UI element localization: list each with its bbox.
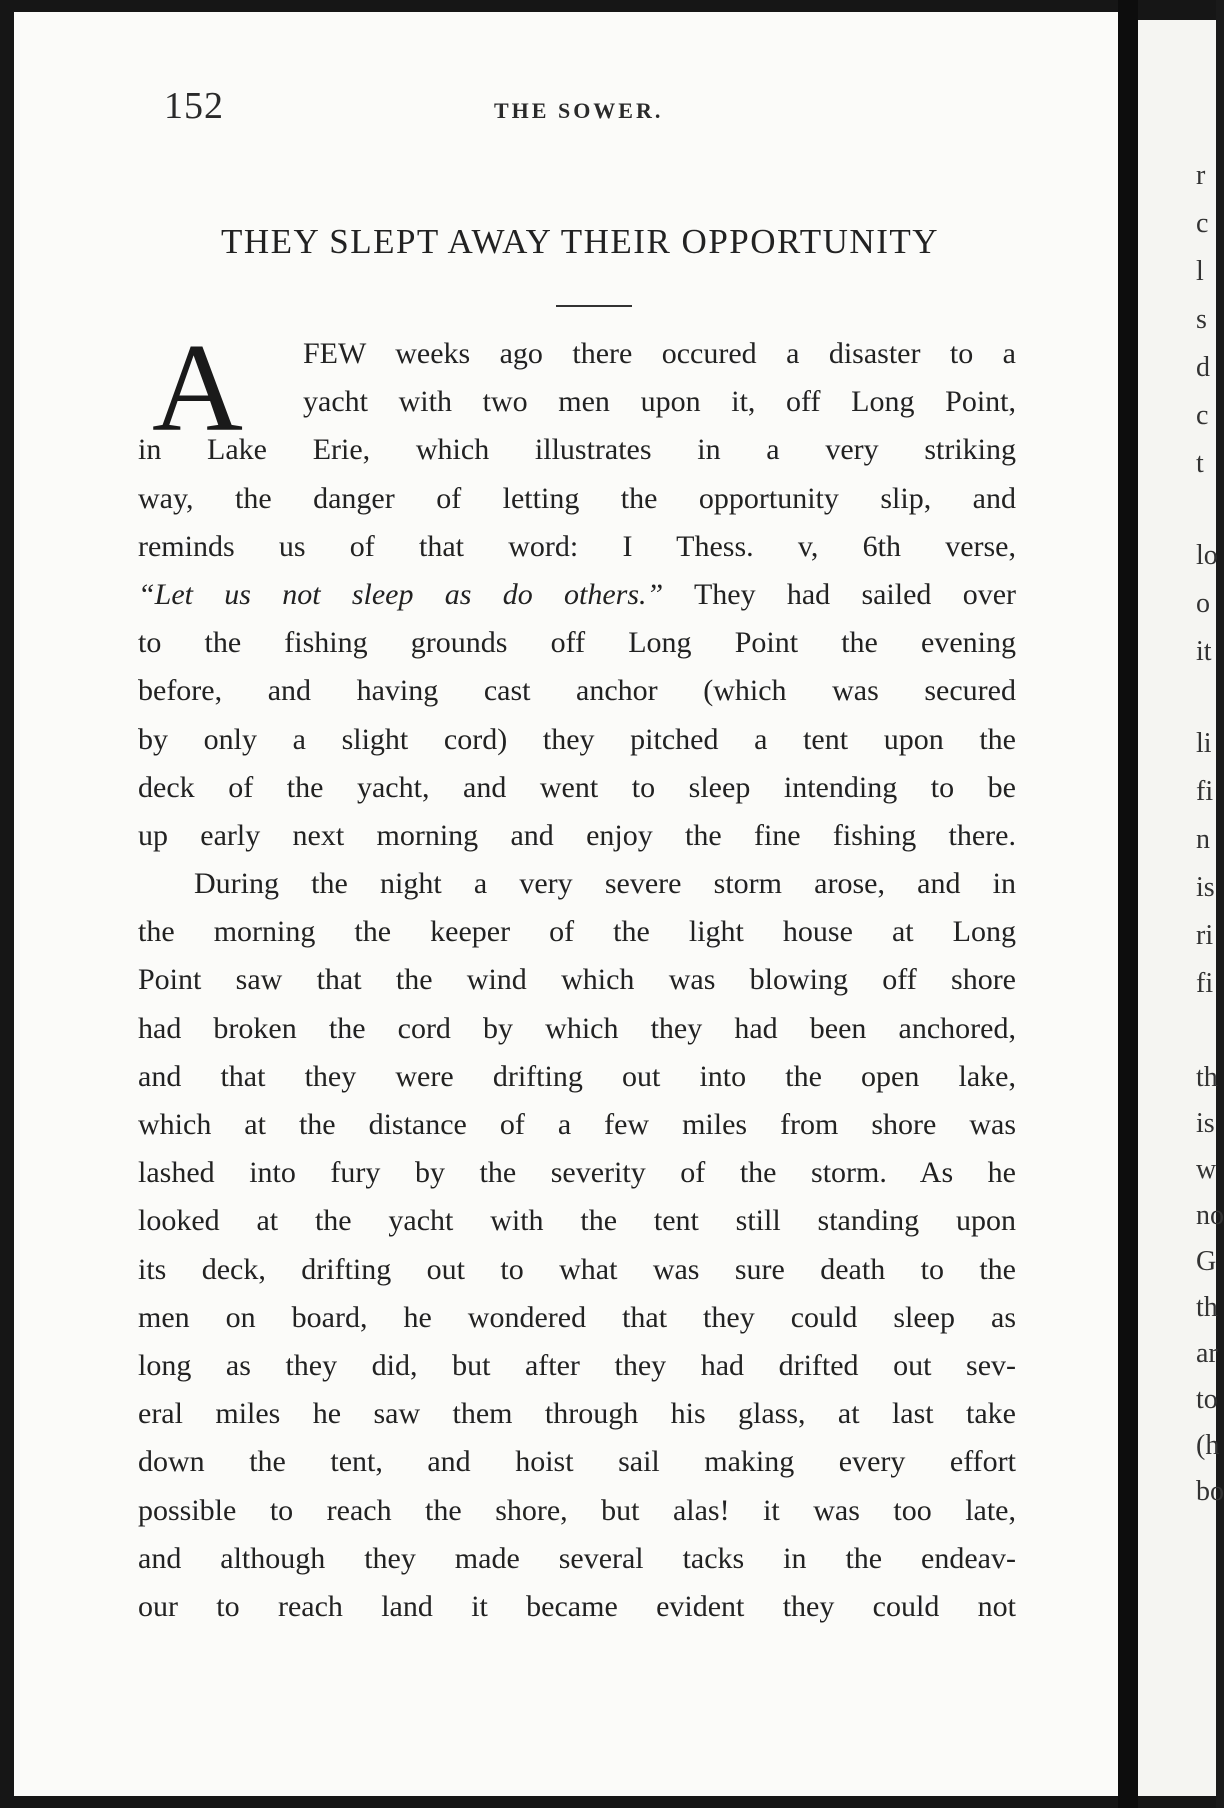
facing-page-fragment: (h — [1196, 1430, 1220, 1461]
body-line: to the fishing grounds off Long Point the evening — [138, 626, 1016, 660]
body-line: yacht with two men upon it, off Long Point, — [303, 385, 1016, 419]
body-line: looked at the yacht with the tent still standing upon — [138, 1204, 1016, 1238]
facing-page — [1138, 20, 1216, 1796]
facing-page-fragment: l — [1196, 256, 1204, 287]
body-line: deck of the yacht, and went to sleep intending to be — [138, 770, 1016, 804]
running-head: THE SOWER. — [494, 98, 664, 123]
body-line: men on board, he wondered that they could sleep as — [138, 1300, 1016, 1334]
body-line: by only a slight cord) they pitched a tent upon the — [138, 722, 1016, 756]
book-gutter — [1118, 0, 1138, 1808]
facing-page-fragment: lo — [1196, 540, 1218, 571]
body-line: possible to reach the shore, but alas! it was too late, — [138, 1493, 1016, 1527]
facing-page-fragment: c — [1196, 208, 1209, 239]
body-line: before, and having cast anchor (which was secured — [138, 674, 1016, 708]
facing-page-fragment: is — [1196, 872, 1215, 903]
facing-page-fragment: ri — [1196, 920, 1214, 951]
body-line: had broken the cord by which they had been anchored, — [138, 1011, 1016, 1045]
facing-page-fragment: it — [1196, 636, 1212, 667]
body-line: up early next morning and enjoy the fine fishing there. — [138, 818, 1016, 852]
scripture-quote: “Let us not sleep as do others.” — [138, 577, 664, 611]
body-line: eral miles he saw them through his glass, at last take — [138, 1397, 1016, 1431]
body-line: its deck, drifting out to what was sure death to the — [138, 1252, 1016, 1286]
article-body — [138, 330, 1016, 1631]
facing-page-fragment: ar — [1196, 1338, 1218, 1369]
body-line: in Lake Erie, which illustrates in a very striking — [138, 433, 1016, 467]
facing-page-fragment: fi — [1196, 776, 1214, 807]
body-line: “Let us not sleep as do others.” They had sailed over — [138, 577, 1017, 611]
facing-page-fragment: c — [1196, 400, 1209, 431]
body-line: FEW weeks ago there occured a disaster to a — [303, 337, 1016, 370]
body-line: our to reach land it became evident they could not — [138, 1589, 1016, 1623]
body-line: lashed into fury by the severity of the storm. As he — [138, 1156, 1016, 1190]
body-line: which at the distance of a few miles from shore was — [138, 1108, 1016, 1141]
body-line: way, the danger of letting the opportunity slip, and — [138, 481, 1016, 515]
facing-page-fragment: li — [1196, 728, 1212, 759]
article-title: THEY SLEPT AWAY THEIR OPPORTUNITY — [220, 222, 940, 261]
facing-page-fragment: th — [1196, 1292, 1218, 1323]
body-line: Point saw that the wind which was blowing off shore — [138, 963, 1016, 997]
facing-page-fragment: t — [1196, 448, 1204, 479]
body-line: down the tent, and hoist sail making every effort — [138, 1445, 1016, 1479]
body-line: and although they made several tacks in the endeav- — [138, 1541, 1016, 1575]
facing-page-fragment: d — [1196, 352, 1210, 383]
page-header — [14, 84, 1118, 134]
facing-page-fragment: s — [1196, 304, 1207, 335]
facing-page-fragment: o — [1196, 588, 1210, 619]
facing-page-fragment: is — [1196, 1108, 1215, 1139]
facing-page-fragment: th — [1196, 1062, 1218, 1093]
body-line: During the night a very severe storm arose, and in — [194, 867, 1016, 901]
facing-page-fragment: r — [1196, 160, 1206, 191]
drop-cap: A — [152, 319, 243, 458]
body-line: long as they did, but after they had drifted out sev- — [138, 1348, 1016, 1382]
facing-page-fragment: n — [1196, 824, 1210, 855]
facing-page-fragment: w — [1196, 1154, 1217, 1185]
facing-page-fragment: G — [1196, 1246, 1217, 1277]
facing-page-fragment: no — [1196, 1200, 1224, 1231]
body-line: reminds us of that word: I Thess. v, 6th verse, — [138, 529, 1016, 563]
body-line: the morning the keeper of the light house at Long — [138, 915, 1016, 949]
facing-page-fragment: bo — [1196, 1476, 1224, 1507]
body-line: and that they were drifting out into the open lake, — [138, 1059, 1016, 1093]
title-rule — [556, 305, 632, 307]
facing-page-fragment: to — [1196, 1384, 1218, 1415]
facing-page-fragment: fi — [1196, 968, 1214, 999]
page-number: 152 — [164, 85, 224, 127]
